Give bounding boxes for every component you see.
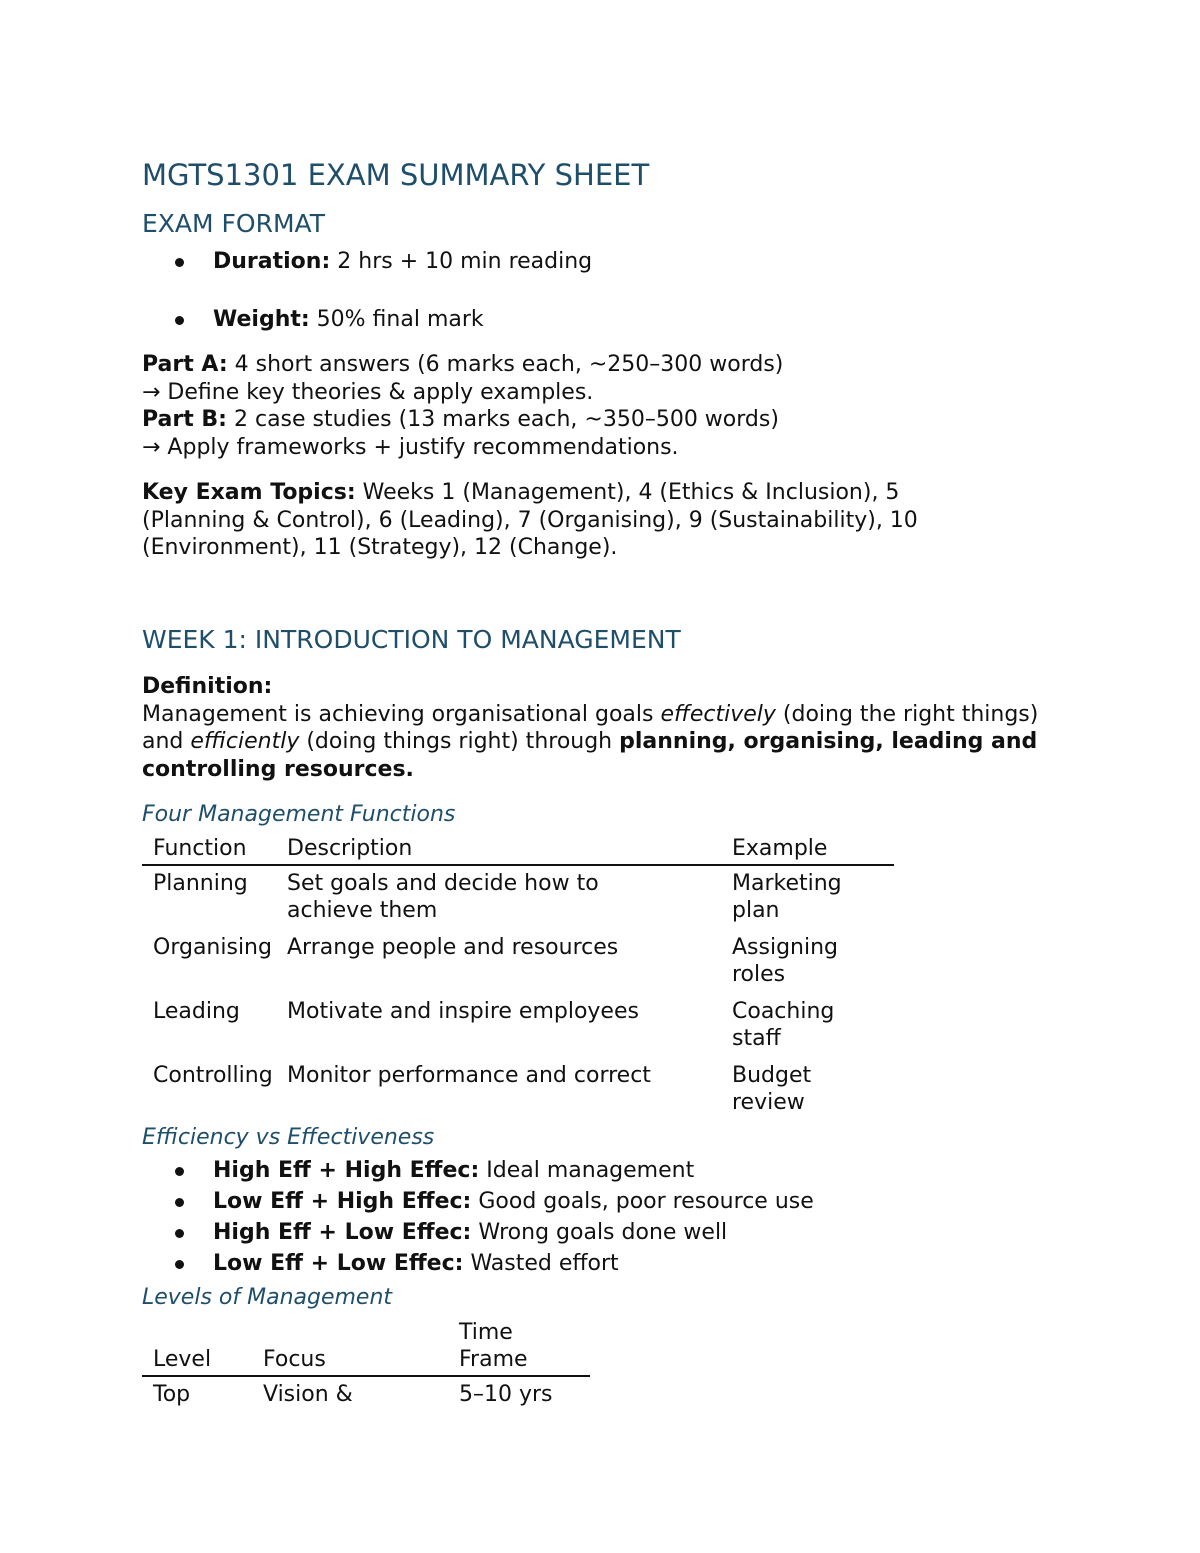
definition-text: Management is achieving organisational goals effectively (doing the right things) and efficiently (doing things right) through planning, organising, leading and controlling resources. xyxy=(142,701,1039,782)
bullet-icon xyxy=(175,1229,184,1238)
bullet-icon xyxy=(175,258,184,267)
table-cell: Budget review xyxy=(732,1063,812,1115)
table-cell: Controlling xyxy=(153,1063,273,1088)
part-a-line: Part A: 4 short answers (6 marks each, ~250–300 words) xyxy=(142,352,784,377)
list-item: Duration: 2 hrs + 10 min reading xyxy=(142,246,592,277)
efficiency-list xyxy=(142,1155,814,1279)
exam-parts xyxy=(142,351,1042,461)
column-header: Time Frame xyxy=(459,1320,528,1372)
levels-table xyxy=(142,1319,590,1414)
list-item: High Eff + High Effec: Ideal management xyxy=(142,1155,814,1186)
definition-block xyxy=(142,673,1042,783)
table-row xyxy=(142,1058,894,1122)
table-cell: 5–10 yrs xyxy=(459,1382,553,1407)
table-row xyxy=(142,865,894,930)
levels-heading: Levels of Management xyxy=(142,1285,393,1310)
bullet-icon xyxy=(175,1198,184,1207)
table-cell: Marketing plan xyxy=(732,871,842,923)
exam-format-list-2 xyxy=(142,304,484,335)
list-item: High Eff + Low Effec: Wrong goals done well xyxy=(142,1217,814,1248)
table-cell: Monitor performance and correct xyxy=(287,1063,651,1088)
table-cell: Arrange people and resources xyxy=(287,935,619,960)
part-b-note: → Apply frameworks + justify recommendations. xyxy=(142,434,679,460)
exam-format-heading: EXAM FORMAT xyxy=(142,209,325,238)
table-header-row xyxy=(142,835,894,865)
page-title: MGTS1301 EXAM SUMMARY SHEET xyxy=(142,158,650,192)
table-cell: Motivate and inspire employees xyxy=(287,999,639,1024)
table-cell: Leading xyxy=(153,999,240,1024)
table-cell: Planning xyxy=(153,871,248,896)
table-cell: Top xyxy=(153,1382,191,1407)
efficiency-heading: Efficiency vs Effectiveness xyxy=(142,1125,435,1150)
part-a-note: → Define key theories & apply examples. xyxy=(142,379,594,405)
list-item: Weight: 50% final mark xyxy=(142,304,484,335)
table-cell: Organising xyxy=(153,935,272,960)
column-header: Focus xyxy=(263,1347,326,1372)
column-header: Level xyxy=(153,1347,212,1372)
table-cell: Set goals and decide how to achieve them xyxy=(287,871,599,923)
bullet-icon xyxy=(175,1167,184,1176)
column-header: Example xyxy=(732,836,828,861)
definition-label: Definition: xyxy=(142,674,273,699)
bullet-icon xyxy=(175,316,184,325)
table-cell: Coaching staff xyxy=(732,999,835,1051)
bullet-icon xyxy=(175,1260,184,1269)
list-item: Low Eff + Low Effec: Wasted effort xyxy=(142,1248,814,1279)
table-row xyxy=(142,930,894,994)
key-exam-topics: Key Exam Topics: Weeks 1 (Management), 4 (Ethics & Inclusion), 5 (Planning & Control), 6 (Leading), 7 (Organising), 9 (Sustainability), 10 (Environment), 11 (Strategy), 12 (Change). xyxy=(142,480,918,560)
table-row xyxy=(142,994,894,1058)
table-row xyxy=(142,1376,590,1414)
column-header: Description xyxy=(287,836,413,861)
part-b-line: Part B: 2 case studies (13 marks each, ~350–500 words) xyxy=(142,407,779,432)
functions-heading: Four Management Functions xyxy=(142,802,456,827)
week1-heading: WEEK 1: INTRODUCTION TO MANAGEMENT xyxy=(142,625,681,654)
list-item: Low Eff + High Effec: Good goals, poor resource use xyxy=(142,1186,814,1217)
functions-table xyxy=(142,835,894,1122)
column-header: Function xyxy=(153,836,247,861)
table-cell: Assigning roles xyxy=(732,935,839,987)
table-cell: Vision & xyxy=(263,1382,353,1407)
exam-format-list xyxy=(142,246,592,277)
table-header-row xyxy=(142,1319,590,1376)
